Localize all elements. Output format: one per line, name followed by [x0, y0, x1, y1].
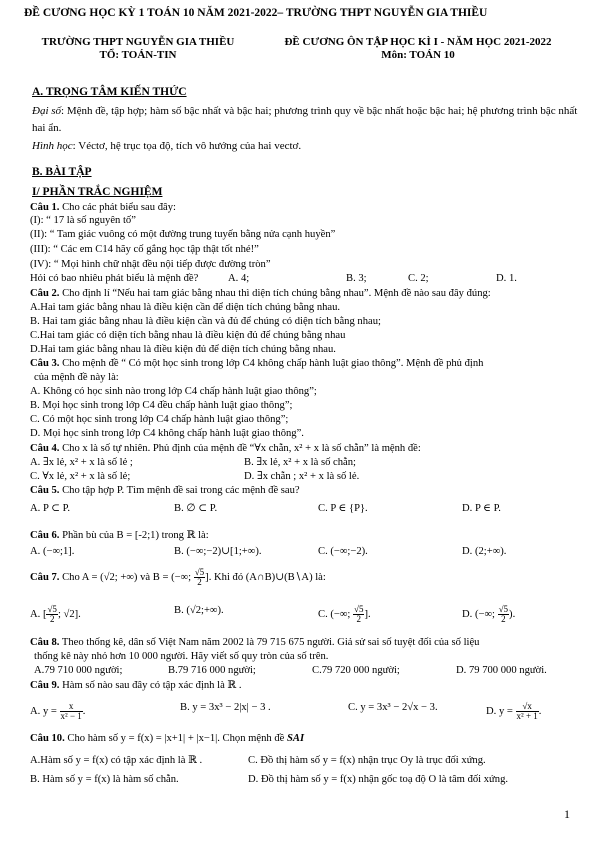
outline-header [257, 36, 579, 63]
q1-option-a: A. 4; [228, 273, 250, 284]
q5-option-b: B. ∅ ⊂ P. [174, 503, 218, 514]
q6-option-d: D. (2;+∞). [462, 546, 507, 557]
q10-options-row-2 [30, 774, 579, 787]
q8-option-c: C.79 720 000 người; [312, 665, 400, 676]
question-1: Câu 1. Cho các phát biểu sau đây: [30, 202, 176, 213]
q7-fraction: $\frac{√5}{2}$ [194, 567, 205, 587]
question-7: Câu 7. Cho A = (√2; +∞) và B = (−∞; $\frac{√5}{2}$ ]. Khi đó (A∩B)∪(B∖A) là: [30, 567, 326, 587]
part-1-title: I/ PHẦN TRẮC NGHIỆM [32, 186, 163, 198]
q3-option-a: A. Không có học sinh nào trong lớp C4 chấp hành luật giao thông”; [30, 386, 317, 397]
section-a-content [32, 103, 579, 155]
q7-options [30, 605, 579, 624]
q5-options [30, 503, 579, 516]
q4-option-a: A. ∃x lẻ, x² + x là số lẻ ; [30, 457, 133, 468]
q2-option-c: C.Hai tam giác có diện tích bằng nhau là điều kiện đủ để chúng bằng nhau [30, 330, 346, 341]
question-6: Câu 6. Phần bù của B = [-2;1) trong ℝ là: [30, 530, 209, 541]
department-name: TỔ: TOÁN-TIN [99, 49, 177, 62]
q8-option-a: A.79 710 000 người; [34, 665, 123, 676]
q4-option-c: C. ∀x lẻ, x² + x là số lẻ; [30, 471, 131, 482]
q8-options [34, 665, 579, 678]
q10-option-b: B. Hàm số y = f(x) là hàm số chẵn. [30, 774, 179, 785]
question-4: Câu 4. Cho x là số tự nhiên. Phủ định của mệnh đề “∀x chẵn, x² + x là số chẵn” là mệnh đề: [30, 443, 421, 454]
q8-option-b: B.79 716 000 người; [168, 665, 256, 676]
q3-text-continued: của mệnh đề này là: [34, 372, 119, 383]
q6-option-c: C. (−∞;−2). [318, 546, 368, 557]
q3-option-b: B. Mọi học sinh trong lớp C4 đều chấp hành luật giao thông”; [30, 400, 293, 411]
q1-statement-1: (I): “ 17 là số nguyên tố” [30, 215, 136, 226]
question-3: Câu 3. Cho mệnh đề “ Có một học sinh trong lớp C4 không chấp hành luật giao thông”. Mệnh đề phủ định [30, 358, 484, 369]
q3-option-c: C. Có một học sinh trong lớp C4 chấp hành luật giao thông”; [30, 414, 289, 425]
subject-name: Môn: TOÁN 10 [381, 49, 455, 62]
document-top-title: ĐỀ CƯƠNG HỌC KỲ 1 TOÁN 10 NĂM 2021-2022– TRƯỜNG THPT NGUYỄN GIA THIỀU [24, 7, 488, 19]
q8-text-continued: thống kê này nhỏ hơn 10 000 người. Hãy viết số quy tròn của số trên. [34, 651, 329, 662]
question-5: Câu 5. Cho tập hợp P. Tìm mệnh đề sai trong các mệnh đề sau? [30, 485, 300, 496]
q9-option-a: A. y = $\frac{x}{\text{x² − 1}}$ . [30, 701, 86, 721]
page-number: 1 [564, 807, 570, 821]
q9-option-d: D. y = $\frac{√x}{\text{x² + 1}}$ . [486, 701, 542, 721]
q7-option-d: D. (−∞; $\frac{√5}{2}$ ). [462, 604, 516, 624]
q1-statement-3: (III): “ Các em C14 hãy cố gắng học tập thật tốt nhé!” [30, 244, 259, 255]
q9-options [30, 702, 579, 721]
q2-option-a: A.Hai tam giác bằng nhau là điều kiện cần để diện tích chúng bằng nhau. [30, 302, 341, 313]
q3-option-d: D. Mọi học sinh trong lớp C4 không chấp hành luật giao thông”. [30, 428, 304, 439]
q10-option-a: A.Hàm số y = f(x) có tập xác định là ℝ . [30, 755, 203, 766]
q10-options-row-1 [30, 755, 579, 768]
q1-option-b: B. 3; [346, 273, 367, 284]
question-8: Câu 8. Theo thống kê, dân số Việt Nam năm 2002 là 79 715 675 người. Giả sử sai số tuyệt đối của số liệu [30, 637, 480, 648]
q1-statement-4: (IV): “ Mọi hình chữ nhật đều nội tiếp được đường tròn” [30, 259, 271, 270]
q6-options [30, 546, 579, 559]
q10-option-d: D. Đồ thị hàm số y = f(x) nhận gốc toạ độ O là tâm đối xứng. [248, 774, 509, 785]
q5-option-a: A. P ⊂ P. [30, 503, 70, 514]
section-a-title: A. TRỌNG TÂM KIẾN THỨC [32, 86, 187, 98]
outline-title: ĐỀ CƯƠNG ÔN TẬP HỌC KÌ I - NĂM HỌC 2021-2022 [284, 36, 552, 48]
q1-question: Hỏi có bao nhiêu phát biểu là mệnh đề? [30, 273, 199, 284]
question-2: Câu 2. Cho định lí “Nếu hai tam giác bằng nhau thì diện tích chúng bằng nhau”. Mệnh đề nào sau đây đúng: [30, 288, 491, 299]
q1-option-d: D. 1. [496, 273, 517, 284]
q6-option-b: B. (−∞;−2)∪[1;+∞). [174, 546, 262, 557]
q4-option-d: D. ∃x chẵn ; x² + x là số lẻ. [244, 471, 360, 482]
q1-options [30, 273, 579, 286]
q8-option-d: D. 79 700 000 người. [456, 665, 547, 676]
q1-statement-2: (II): “ Tam giác vuông có một đường trung tuyến bằng nửa cạnh huyền” [30, 229, 336, 240]
q9-option-c: C. y = 3x³ − 2√x − 3. [348, 702, 438, 713]
q10-option-c: C. Đồ thị hàm số y = f(x) nhận trục Oy là trục đối xứng. [248, 755, 486, 766]
section-b-title: B. BÀI TẬP [32, 166, 92, 178]
q2-option-d: D.Hai tam giác bằng nhau là điều kiện đủ để diện tích chúng bằng nhau. [30, 344, 336, 355]
question-10: Câu 10. Cho hàm số y = f(x) = |x+1| + |x−1|. Chọn mệnh đề SAI [30, 733, 305, 744]
q9-option-b: B. y = 3x³ − 2|x| − 3 . [180, 702, 271, 713]
geometry-line: Hình học: Véctơ, hệ trục tọa độ, tích vô hướng của hai vectơ. [32, 140, 302, 152]
school-name: TRƯỜNG THPT NGUYỄN GIA THIỀU [41, 36, 235, 48]
q7-option-c: C. (−∞; $\frac{√5}{2}$ ]. [318, 604, 371, 624]
q4-options-row-2 [30, 471, 579, 484]
q5-option-c: C. P ∈ {P}. [318, 503, 368, 514]
q7-option-b: B. (√2;+∞). [174, 605, 224, 616]
algebra-line: Đại số: Mệnh đề, tập hợp; hàm số bậc nhất và bậc hai; phương trình quy về bậc nhất hoặc bậc hai; hệ phương trình bậc nhất hai ẩn. [32, 105, 578, 134]
q2-option-b: B. Hai tam giác bằng nhau là điều kiện cần và đủ để chúng có diện tích bằng nhau; [30, 316, 381, 327]
q5-option-d: D. P ∈ P. [462, 503, 501, 514]
q4-options-row-1 [30, 457, 579, 470]
q6-option-a: A. (−∞;1]. [30, 546, 75, 557]
question-9: Câu 9. Hàm số nào sau đây có tập xác định là ℝ . [30, 680, 242, 691]
school-header [24, 36, 252, 63]
q7-option-a: A. [ $\frac{√5}{2}$ ; √2]. [30, 604, 81, 624]
q4-option-b: B. ∃x lẻ, x² + x là số chẵn; [244, 457, 356, 468]
q1-option-c: C. 2; [408, 273, 429, 284]
